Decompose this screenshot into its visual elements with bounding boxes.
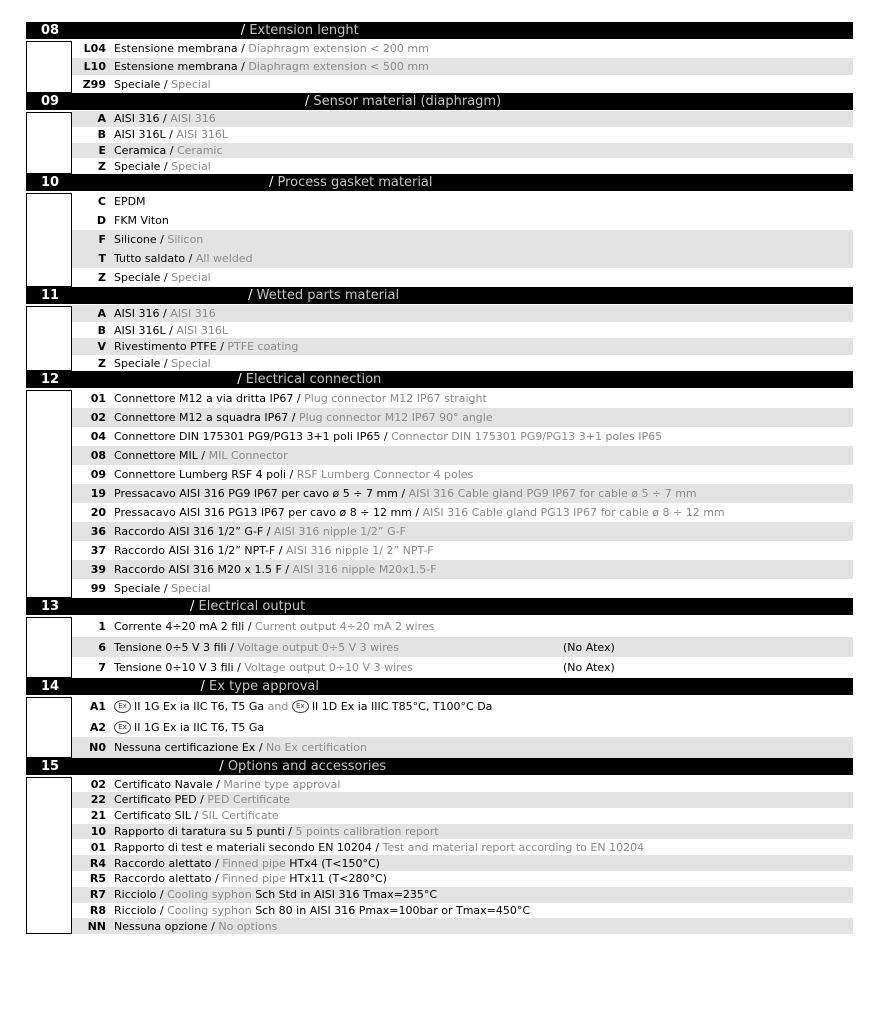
option-code: 20 bbox=[90, 506, 106, 520]
option-code: Z bbox=[98, 356, 106, 370]
section-header bbox=[26, 174, 853, 191]
option-row bbox=[72, 355, 853, 372]
option-code: E bbox=[98, 144, 106, 158]
section-body bbox=[26, 775, 853, 934]
option-label-en: Cooling syphon bbox=[167, 904, 252, 918]
option-row bbox=[72, 427, 853, 446]
separator: / bbox=[263, 525, 274, 539]
section-title-en: Wetted parts material bbox=[256, 288, 400, 304]
option-label-en: Finned pipe bbox=[222, 856, 286, 870]
section-title-it: Certificazione Ex bbox=[74, 679, 197, 695]
option-code: 10 bbox=[90, 825, 106, 839]
option-code: N0 bbox=[89, 741, 106, 754]
code-entry-box[interactable] bbox=[26, 112, 72, 174]
separator: / bbox=[185, 599, 199, 615]
option-row bbox=[72, 192, 853, 211]
option-row bbox=[72, 338, 853, 355]
section-body bbox=[26, 191, 853, 287]
section-title-it: Materiali parti bagnate bbox=[74, 288, 244, 304]
section-body bbox=[26, 304, 853, 371]
option-label-en: SIL Certificate bbox=[201, 809, 279, 823]
separator: / bbox=[160, 159, 172, 173]
option-label-en: AISI 316 bbox=[170, 307, 216, 320]
option-label-it: Connettore MIL bbox=[114, 449, 198, 463]
option-label-en: Special bbox=[171, 159, 211, 173]
code-entry-box[interactable] bbox=[26, 390, 72, 598]
option-code: NN bbox=[87, 919, 106, 933]
option-label-en: Current output 4÷20 mA 2 wires bbox=[255, 620, 435, 633]
section-title-it: Lunghezza estensione bbox=[74, 23, 237, 38]
option-row bbox=[72, 918, 853, 934]
section-number: 14 bbox=[40, 679, 60, 695]
separator: / bbox=[160, 271, 172, 285]
option-code: 36 bbox=[90, 525, 106, 539]
option-label-en: AISI 316L bbox=[176, 128, 228, 142]
section-12 bbox=[26, 371, 853, 598]
option-label-en: Marine type approval bbox=[223, 777, 341, 791]
option-label-it: Connettore Lumberg RSF 4 poli bbox=[114, 468, 286, 482]
separator: / bbox=[411, 506, 423, 520]
section-title-en: Extension lenght bbox=[249, 23, 359, 38]
separator: / bbox=[244, 620, 256, 633]
section-title-en: Electrical connection bbox=[245, 372, 382, 388]
option-list bbox=[72, 110, 853, 174]
ex-mark-icon: Ex bbox=[114, 700, 131, 713]
option-label-it: Estensione membrana bbox=[114, 60, 238, 74]
option-code: D bbox=[96, 214, 106, 228]
option-row bbox=[72, 389, 853, 408]
option-code: 39 bbox=[90, 563, 106, 577]
option-label-it: Nessuna opzione bbox=[114, 919, 208, 933]
separator: / bbox=[165, 128, 177, 142]
option-extra: HTx4 (T<150°C) bbox=[289, 856, 380, 870]
option-code: V bbox=[97, 340, 106, 353]
option-label-it: Raccordo alettato bbox=[114, 872, 212, 886]
code-entry-box[interactable] bbox=[26, 306, 72, 371]
option-label-en: AISI 316 Cable gland PG13 IP67 for cable ø 8 ÷ 12 mm bbox=[422, 506, 725, 520]
section-header bbox=[26, 598, 853, 615]
section-number: 10 bbox=[40, 175, 60, 191]
option-row bbox=[72, 230, 853, 249]
option-label-it: AISI 316 bbox=[114, 307, 160, 320]
option-label-en: AISI 316 bbox=[170, 112, 216, 126]
option-extra: Sch Std in AISI 316 Tmax=235°C bbox=[255, 888, 438, 902]
option-row bbox=[72, 484, 853, 503]
option-label-en: PTFE coating bbox=[227, 340, 299, 353]
option-label-it: Speciale bbox=[114, 582, 161, 596]
section-number: 09 bbox=[40, 94, 60, 110]
option-code: 1 bbox=[98, 620, 106, 633]
option-label-en: Special bbox=[171, 77, 211, 91]
option-code: 08 bbox=[90, 449, 106, 463]
separator: / bbox=[185, 252, 196, 266]
option-row bbox=[72, 579, 853, 598]
option-label-en: AISI 316 nipple 1/ 2” NPT-F bbox=[285, 544, 434, 558]
section-title-it: Opzioni e accessori bbox=[74, 759, 216, 775]
option-list bbox=[72, 615, 853, 678]
separator: / bbox=[233, 372, 246, 388]
separator: / bbox=[160, 356, 172, 370]
separator: / bbox=[243, 288, 257, 304]
option-code: A bbox=[97, 307, 106, 320]
separator: / bbox=[226, 640, 238, 654]
option-label-en: AISI 316 nipple 1/2” G-F bbox=[273, 525, 406, 539]
option-label-it: Speciale bbox=[114, 356, 161, 370]
option-label-it: Corrente 4÷20 mA 2 fili bbox=[114, 620, 245, 633]
separator: / bbox=[216, 340, 228, 353]
section-title-it: Materiale sensore (membrana) bbox=[74, 94, 301, 110]
code-entry-box[interactable] bbox=[26, 777, 72, 934]
option-label-en: Connector DIN 175301 PG9/PG13 3+1 poles IP65 bbox=[391, 430, 663, 444]
option-label-en: No Ex certification bbox=[266, 741, 367, 754]
option-label-en: 5 points calibration report bbox=[295, 825, 439, 839]
option-label-it: Rapporto di test e materiali secondo EN 10204 bbox=[114, 840, 372, 854]
option-row bbox=[72, 408, 853, 427]
section-body bbox=[26, 615, 853, 678]
option-connector: and bbox=[267, 700, 289, 713]
option-label-it: Raccordo AISI 316 1/2” G-F bbox=[114, 525, 264, 539]
option-label-en: Voltage output 0÷10 V 3 wires bbox=[244, 661, 413, 674]
section-title-en: Process gasket material bbox=[277, 175, 433, 191]
option-row bbox=[72, 322, 853, 339]
option-label-en: Finned pipe bbox=[222, 872, 286, 886]
option-row bbox=[72, 887, 853, 903]
option-code: 22 bbox=[90, 793, 106, 807]
option-row bbox=[72, 75, 853, 93]
option-row bbox=[72, 737, 853, 758]
section-10 bbox=[26, 174, 853, 287]
separator: / bbox=[233, 661, 245, 674]
option-label-it: Silicone bbox=[114, 233, 157, 247]
section-number: 11 bbox=[40, 288, 60, 304]
option-row bbox=[72, 158, 853, 174]
section-title-it: Uscita elettrica bbox=[74, 599, 186, 615]
option-note: (No Atex) bbox=[563, 661, 615, 674]
option-code: Z99 bbox=[82, 77, 106, 91]
option-row bbox=[72, 657, 853, 678]
separator: / bbox=[293, 392, 305, 406]
code-entry-box[interactable] bbox=[26, 193, 72, 287]
option-row bbox=[72, 522, 853, 541]
option-label-it: Ceramica bbox=[114, 144, 167, 158]
option-label-it: EPDM bbox=[114, 195, 146, 209]
option-code: R8 bbox=[89, 904, 106, 918]
option-label-en: All welded bbox=[195, 252, 253, 266]
option-label-en: Special bbox=[171, 356, 211, 370]
option-code: 6 bbox=[98, 640, 106, 654]
section-title-en: Sensor material (diaphragm) bbox=[313, 94, 502, 110]
option-label-it: Tutto saldato bbox=[114, 252, 186, 266]
ex-mark-icon: Ex bbox=[292, 700, 309, 713]
separator: / bbox=[300, 94, 314, 110]
option-label-en: RSF Lumberg Connector 4 poles bbox=[296, 468, 474, 482]
separator: / bbox=[160, 77, 172, 91]
option-row bbox=[72, 541, 853, 560]
section-body bbox=[26, 388, 853, 598]
option-row bbox=[72, 503, 853, 522]
section-header bbox=[26, 22, 853, 39]
option-code: L04 bbox=[83, 42, 106, 56]
option-row bbox=[72, 696, 853, 717]
separator: / bbox=[380, 430, 392, 444]
option-label-it: Certificato Navale bbox=[114, 777, 213, 791]
option-row bbox=[72, 637, 853, 658]
option-row bbox=[72, 792, 853, 808]
option-label-it: Raccordo AISI 316 M20 x 1.5 F bbox=[114, 563, 282, 577]
option-row bbox=[72, 808, 853, 824]
option-label-it: Ricciolo bbox=[114, 904, 157, 918]
option-row bbox=[72, 776, 853, 792]
option-code: A bbox=[97, 112, 106, 126]
option-label-it: Connettore M12 a via dritta IP67 bbox=[114, 392, 294, 406]
option-label-it: Speciale bbox=[114, 77, 161, 91]
section-title-en: Ex type approval bbox=[209, 679, 319, 695]
section-body bbox=[26, 110, 853, 174]
option-label-it: AISI 316L bbox=[114, 323, 166, 337]
ex-mark-icon: Ex bbox=[114, 721, 131, 734]
option-code: L10 bbox=[83, 60, 106, 74]
option-label-it: II 1G Ex ia IIC T6, T5 Ga bbox=[134, 720, 265, 734]
option-label-en: No options bbox=[218, 919, 278, 933]
separator: / bbox=[159, 307, 171, 320]
section-header bbox=[26, 371, 853, 388]
option-code: R5 bbox=[89, 872, 106, 886]
option-code: 99 bbox=[90, 582, 106, 596]
separator: / bbox=[211, 872, 223, 886]
option-label-en: Silicon bbox=[167, 233, 204, 247]
separator: / bbox=[160, 582, 172, 596]
option-row bbox=[72, 111, 853, 127]
section-body bbox=[26, 39, 853, 93]
option-extra: HTx11 (T<280°C) bbox=[289, 872, 387, 886]
option-label-en: Voltage output 0÷5 V 3 wires bbox=[237, 640, 399, 654]
separator: / bbox=[371, 840, 383, 854]
separator: / bbox=[215, 759, 228, 775]
option-code: B bbox=[97, 323, 106, 337]
option-code: T bbox=[98, 252, 106, 266]
option-row bbox=[72, 143, 853, 159]
option-row bbox=[72, 465, 853, 484]
separator: / bbox=[255, 741, 267, 754]
option-label-it: Speciale bbox=[114, 159, 161, 173]
separator: / bbox=[237, 42, 249, 56]
option-label-it: Raccordo alettato bbox=[114, 856, 212, 870]
option-label-it: Rivestimento PTFE bbox=[114, 340, 217, 353]
option-code: 21 bbox=[90, 809, 106, 823]
option-note: (No Atex) bbox=[563, 640, 615, 654]
section-header bbox=[26, 287, 853, 304]
option-label-it: Connettore DIN 175301 PG9/PG13 3+1 poli IP65 bbox=[114, 430, 381, 444]
section-header bbox=[26, 678, 853, 695]
separator: / bbox=[166, 144, 177, 158]
separator: / bbox=[196, 793, 208, 807]
separator: / bbox=[156, 888, 168, 902]
option-label-en: AISI 316L bbox=[176, 323, 228, 337]
option-code: Z bbox=[98, 271, 106, 285]
option-code: R4 bbox=[89, 856, 106, 870]
option-code: B bbox=[97, 128, 106, 142]
separator: / bbox=[159, 112, 171, 126]
option-code: C bbox=[97, 195, 106, 209]
section-15 bbox=[26, 758, 853, 934]
section-title-en: Electrical output bbox=[198, 599, 306, 615]
option-code: 01 bbox=[90, 840, 106, 854]
separator: / bbox=[281, 563, 293, 577]
option-row bbox=[72, 211, 853, 230]
section-08 bbox=[26, 22, 853, 93]
option-row bbox=[72, 249, 853, 268]
option-label-it: AISI 316L bbox=[114, 128, 166, 142]
option-list bbox=[72, 304, 853, 371]
separator: / bbox=[211, 856, 223, 870]
option-label-it: II 1G Ex ia IIC T6, T5 Ga bbox=[134, 700, 265, 713]
option-label-it: Raccordo AISI 316 1/2” NPT-F bbox=[114, 544, 276, 558]
option-label-it: Certificato PED bbox=[114, 793, 197, 807]
separator: / bbox=[212, 777, 224, 791]
separator: / bbox=[190, 809, 202, 823]
separator: / bbox=[264, 175, 278, 191]
separator: / bbox=[197, 449, 209, 463]
option-label-it: FKM Viton bbox=[114, 214, 169, 228]
option-list bbox=[72, 191, 853, 287]
option-label-it: Pressacavo AISI 316 PG9 IP67 per cavo ø 5 ÷ 7 mm bbox=[114, 487, 398, 501]
section-title-it: Guarnizione lato processo bbox=[74, 175, 265, 191]
section-body bbox=[26, 695, 853, 758]
separator: / bbox=[237, 60, 249, 74]
separator: / bbox=[156, 233, 168, 247]
option-extra: II 1D Ex ia IIIC T85°C, T100°C Da bbox=[311, 700, 493, 713]
option-label-it: Speciale bbox=[114, 271, 161, 285]
option-code: 7 bbox=[98, 661, 106, 674]
option-list bbox=[72, 39, 853, 93]
option-code: R7 bbox=[89, 888, 106, 902]
option-row bbox=[72, 903, 853, 919]
option-extra: Sch 80 in AISI 316 Pmax=100bar or Tmax=450°C bbox=[255, 904, 531, 918]
option-list bbox=[72, 695, 853, 758]
section-14 bbox=[26, 678, 853, 758]
option-label-en: PED Certificate bbox=[207, 793, 291, 807]
section-number: 13 bbox=[40, 599, 60, 615]
option-label-en: Plug connector M12 IP67 straight bbox=[304, 392, 487, 406]
option-label-it: Connettore M12 a squadra IP67 bbox=[114, 411, 289, 425]
option-code: 02 bbox=[90, 777, 106, 791]
option-row bbox=[72, 560, 853, 579]
option-row bbox=[72, 824, 853, 840]
section-header bbox=[26, 758, 853, 775]
option-label-it: Pressacavo AISI 316 PG13 IP67 per cavo ø 8 ÷ 12 mm bbox=[114, 506, 412, 520]
option-row bbox=[72, 839, 853, 855]
option-code: Z bbox=[98, 159, 106, 173]
option-label-it: AISI 316 bbox=[114, 112, 160, 126]
separator: / bbox=[156, 904, 168, 918]
section-11 bbox=[26, 287, 853, 371]
option-row bbox=[72, 855, 853, 871]
option-row bbox=[72, 127, 853, 143]
option-label-it: Tensione 0÷5 V 3 fili bbox=[114, 640, 227, 654]
option-label-en: Ceramic bbox=[176, 144, 223, 158]
option-label-en: Diaphragm extension < 500 mm bbox=[248, 60, 429, 74]
option-label-it: Estensione membrana bbox=[114, 42, 238, 56]
option-label-it: Rapporto di taratura su 5 punti bbox=[114, 825, 285, 839]
option-row bbox=[72, 40, 853, 58]
option-code: 19 bbox=[90, 487, 106, 501]
section-number: 08 bbox=[40, 23, 60, 38]
option-label-it: Tensione 0÷10 V 3 fili bbox=[114, 661, 234, 674]
separator: / bbox=[207, 919, 219, 933]
code-entry-box[interactable] bbox=[26, 41, 72, 93]
option-label-it: Certificato SIL bbox=[114, 809, 191, 823]
option-code: 37 bbox=[90, 544, 106, 558]
option-label-en: Cooling syphon bbox=[167, 888, 252, 902]
option-code: A2 bbox=[89, 720, 106, 734]
separator: / bbox=[285, 468, 297, 482]
option-code: 04 bbox=[90, 430, 106, 444]
option-label-en: Special bbox=[171, 271, 211, 285]
option-label-en: Special bbox=[171, 582, 211, 596]
code-entry-box[interactable] bbox=[26, 617, 72, 678]
separator: / bbox=[236, 23, 250, 38]
option-label-en: AISI 316 Cable gland PG9 IP67 for cable ø 5 ÷ 7 mm bbox=[408, 487, 697, 501]
section-title-en: Options and accessories bbox=[227, 759, 387, 775]
separator: / bbox=[165, 323, 177, 337]
option-code: 01 bbox=[90, 392, 106, 406]
option-label-it: Nessuna certificazione Ex bbox=[114, 741, 256, 754]
option-row bbox=[72, 268, 853, 287]
option-row bbox=[72, 871, 853, 887]
option-row bbox=[72, 58, 853, 76]
option-row bbox=[72, 717, 853, 738]
option-row bbox=[72, 305, 853, 322]
option-label-en: Test and material report according to EN 10204 bbox=[382, 840, 645, 854]
separator: / bbox=[288, 411, 299, 425]
option-code: 09 bbox=[90, 468, 106, 482]
code-entry-box[interactable] bbox=[26, 697, 72, 758]
section-number: 15 bbox=[40, 759, 60, 775]
section-09 bbox=[26, 93, 853, 174]
option-list bbox=[72, 388, 853, 598]
section-13 bbox=[26, 598, 853, 678]
option-list bbox=[72, 775, 853, 934]
separator: / bbox=[284, 825, 296, 839]
option-code: A1 bbox=[89, 700, 106, 713]
section-number: 12 bbox=[40, 372, 60, 388]
section-title-it: Connessione elettrica bbox=[74, 372, 234, 388]
option-row bbox=[72, 446, 853, 465]
option-row bbox=[72, 616, 853, 637]
option-label-en: AISI 316 nipple M20x1.5-F bbox=[292, 563, 437, 577]
option-code: F bbox=[98, 233, 106, 247]
option-code: 02 bbox=[90, 411, 106, 425]
option-label-en: MIL Connector bbox=[208, 449, 288, 463]
separator: / bbox=[196, 679, 210, 695]
order-code-document bbox=[26, 22, 853, 934]
option-label-en: Diaphragm extension < 200 mm bbox=[248, 42, 429, 56]
section-header bbox=[26, 93, 853, 110]
option-label-en: Plug connector M12 IP67 90° angle bbox=[299, 411, 493, 425]
option-label-it: Ricciolo bbox=[114, 888, 157, 902]
separator: / bbox=[397, 487, 409, 501]
separator: / bbox=[275, 544, 286, 558]
